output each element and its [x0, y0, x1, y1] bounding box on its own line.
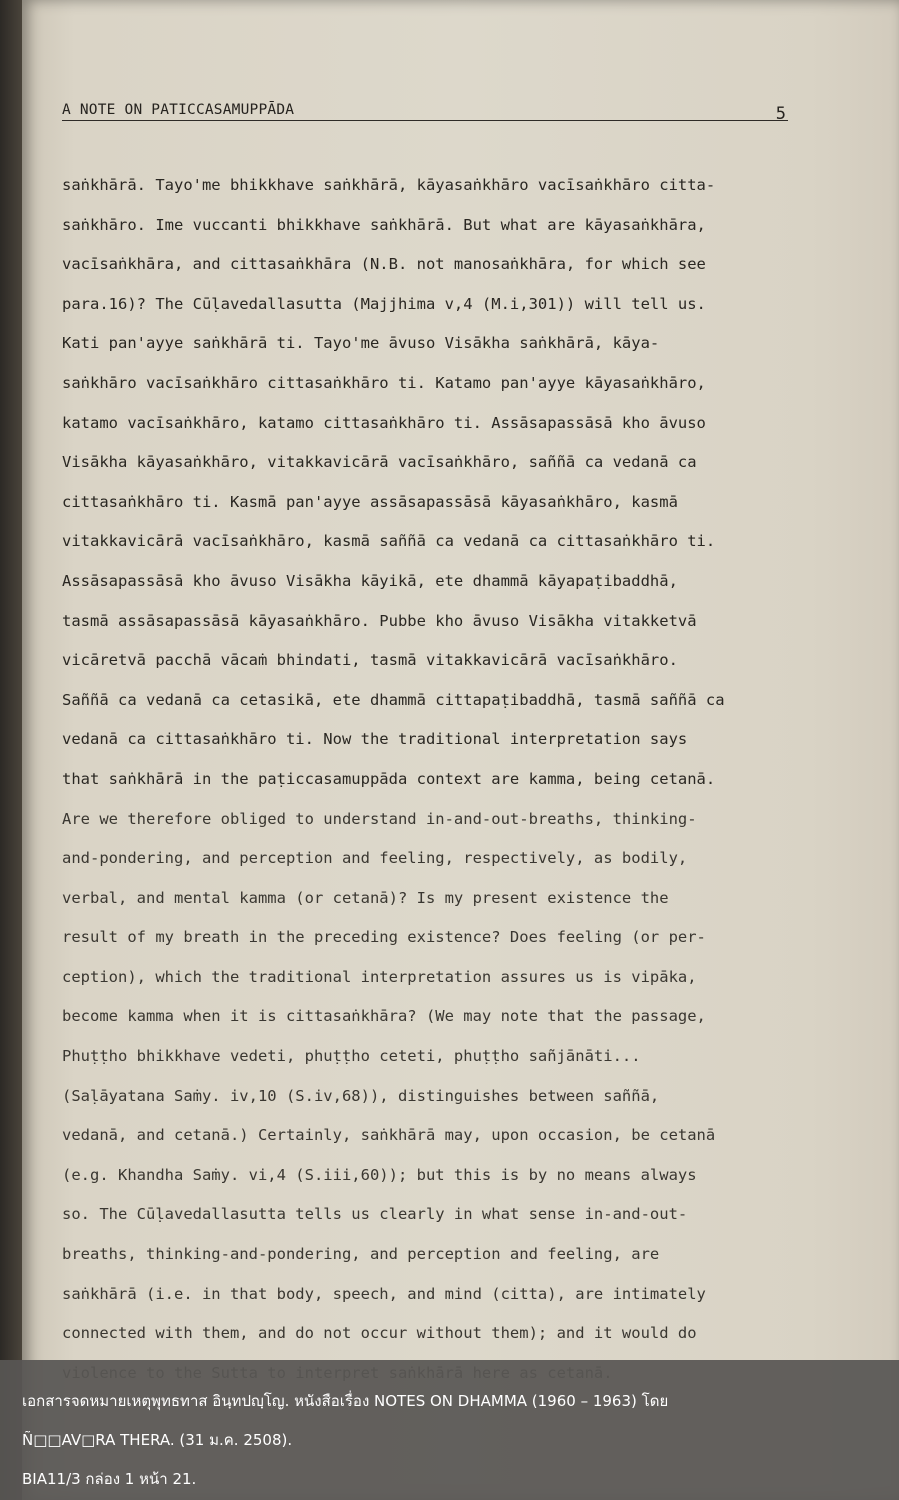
text-line: vitakkavicārā vacīsaṅkhāro, kasmā saññā ca vedanā ca cittasaṅkhāro ti.: [62, 532, 716, 551]
text-line: saṅkhārā (i.e. in that body, speech, and mind (citta), are intimately: [62, 1284, 706, 1303]
text-line: Kati pan'ayye saṅkhārā ti. Tayo'me āvuso Visākha saṅkhārā, kāya-: [62, 334, 660, 353]
text-line: (Saḷāyatana Saṁy. iv,10 (S.iv,68)), distinguishes between saññā,: [62, 1086, 660, 1105]
text-line: Phuṭṭho bhikkhave vedeti, phuṭṭho ceteti, phuṭṭho sañjānāti...: [62, 1047, 641, 1066]
text-line: vedanā ca cittasaṅkhāro ti. Now the traditional interpretation says: [62, 730, 688, 749]
text-line: saṅkhārā. Tayo'me bhikkhave saṅkhārā, kāyasaṅkhāro vacīsaṅkhāro citta-: [62, 176, 716, 194]
text-line: so. The Cūḷavedallasutta tells us clearly in what sense in-and-out-: [62, 1205, 688, 1224]
text-line: result of my breath in the preceding existence? Does feeling (or per-: [62, 928, 706, 947]
text-line: para.16)? The Cūḷavedallasutta (Majjhima v,4 (M.i,301)) will tell us.: [62, 294, 706, 313]
text-line: ception), which the traditional interpretation assures us is vipāka,: [62, 967, 697, 986]
caption-line-reference: BIA11/3 กล่อง 1 หน้า 21.: [22, 1470, 197, 1488]
caption-line-title: เอกสารจดหมายเหตุพุทธทาส อินฺทปญฺโญ. หนังสือเรื่อง NOTES ON DHAMMA (1960 – 1963) โดย: [22, 1392, 669, 1410]
text-line: breaths, thinking-and-pondering, and perception and feeling, are: [62, 1245, 660, 1264]
text-line: and-pondering, and perception and feeling, respectively, as bodily,: [62, 849, 688, 868]
text-line: that saṅkhārā in the paṭiccasamuppāda context are kamma, being cetanā.: [62, 769, 716, 788]
text-line: vacīsaṅkhāra, and cittasaṅkhāra (N.B. not manosaṅkhāra, for which see: [62, 255, 706, 274]
text-line: Saññā ca vedanā ca cetasikā, ete dhammā cittapaṭibaddhā, tasmā saññā ca: [62, 690, 725, 709]
text-line: saṅkhāro. Ime vuccanti bhikkhave saṅkhārā. But what are kāyasaṅkhāra,: [62, 215, 706, 234]
text-line: verbal, and mental kamma (or cetanā)? Is my present existence the: [62, 888, 669, 907]
text-line: katamo vacīsaṅkhāro, katamo cittasaṅkhāro ti. Assāsapassāsā kho āvuso: [62, 413, 706, 432]
text-line: Are we therefore obliged to understand in-and-out-breaths, thinking-: [62, 809, 697, 828]
text-line: Assāsapassāsā kho āvuso Visākha kāyikā, ete dhammā kāyapaṭibaddhā,: [62, 571, 678, 590]
page-edge-shadow: [0, 0, 22, 1500]
text-line: tasmā assāsapassāsā kāyasaṅkhāro. Pubbe kho āvuso Visākha vitakketvā: [62, 611, 697, 630]
archive-caption-overlay: [0, 1360, 899, 1500]
typewritten-body: [62, 176, 802, 1403]
text-line: (e.g. Khandha Saṁy. vi,4 (S.iii,60)); but this is by no means always: [62, 1165, 697, 1184]
text-line: saṅkhāro vacīsaṅkhāro cittasaṅkhāro ti. Katamo pan'ayye kāyasaṅkhāro,: [62, 373, 706, 392]
text-line: Visākha kāyasaṅkhāro, vitakkavicārā vacīsaṅkhāro, saññā ca vedanā ca: [62, 453, 697, 472]
text-line: vedanā, and cetanā.) Certainly, saṅkhārā may, upon occasion, be cetanā: [62, 1126, 716, 1145]
text-line: vicāretvā pacchā vācaṁ bhindati, tasmā vitakkavicārā vacīsaṅkhāro.: [62, 651, 678, 670]
running-header: [62, 102, 788, 124]
text-line: connected with them, and do not occur without them); and it would do: [62, 1324, 697, 1343]
page-number: 5: [775, 104, 786, 124]
text-line: become kamma when it is cittasaṅkhāra? (We may note that the passage,: [62, 1007, 706, 1026]
caption-line-author: Ñ□□AV□RA THERA. (31 ม.ค. 2508).: [22, 1431, 293, 1449]
running-title: A NOTE ON PATICCASAMUPPĀDA: [62, 102, 295, 118]
text-line: cittasaṅkhāro ti. Kasmā pan'ayye assāsapassāsā kāyasaṅkhāro, kasmā: [62, 492, 678, 511]
